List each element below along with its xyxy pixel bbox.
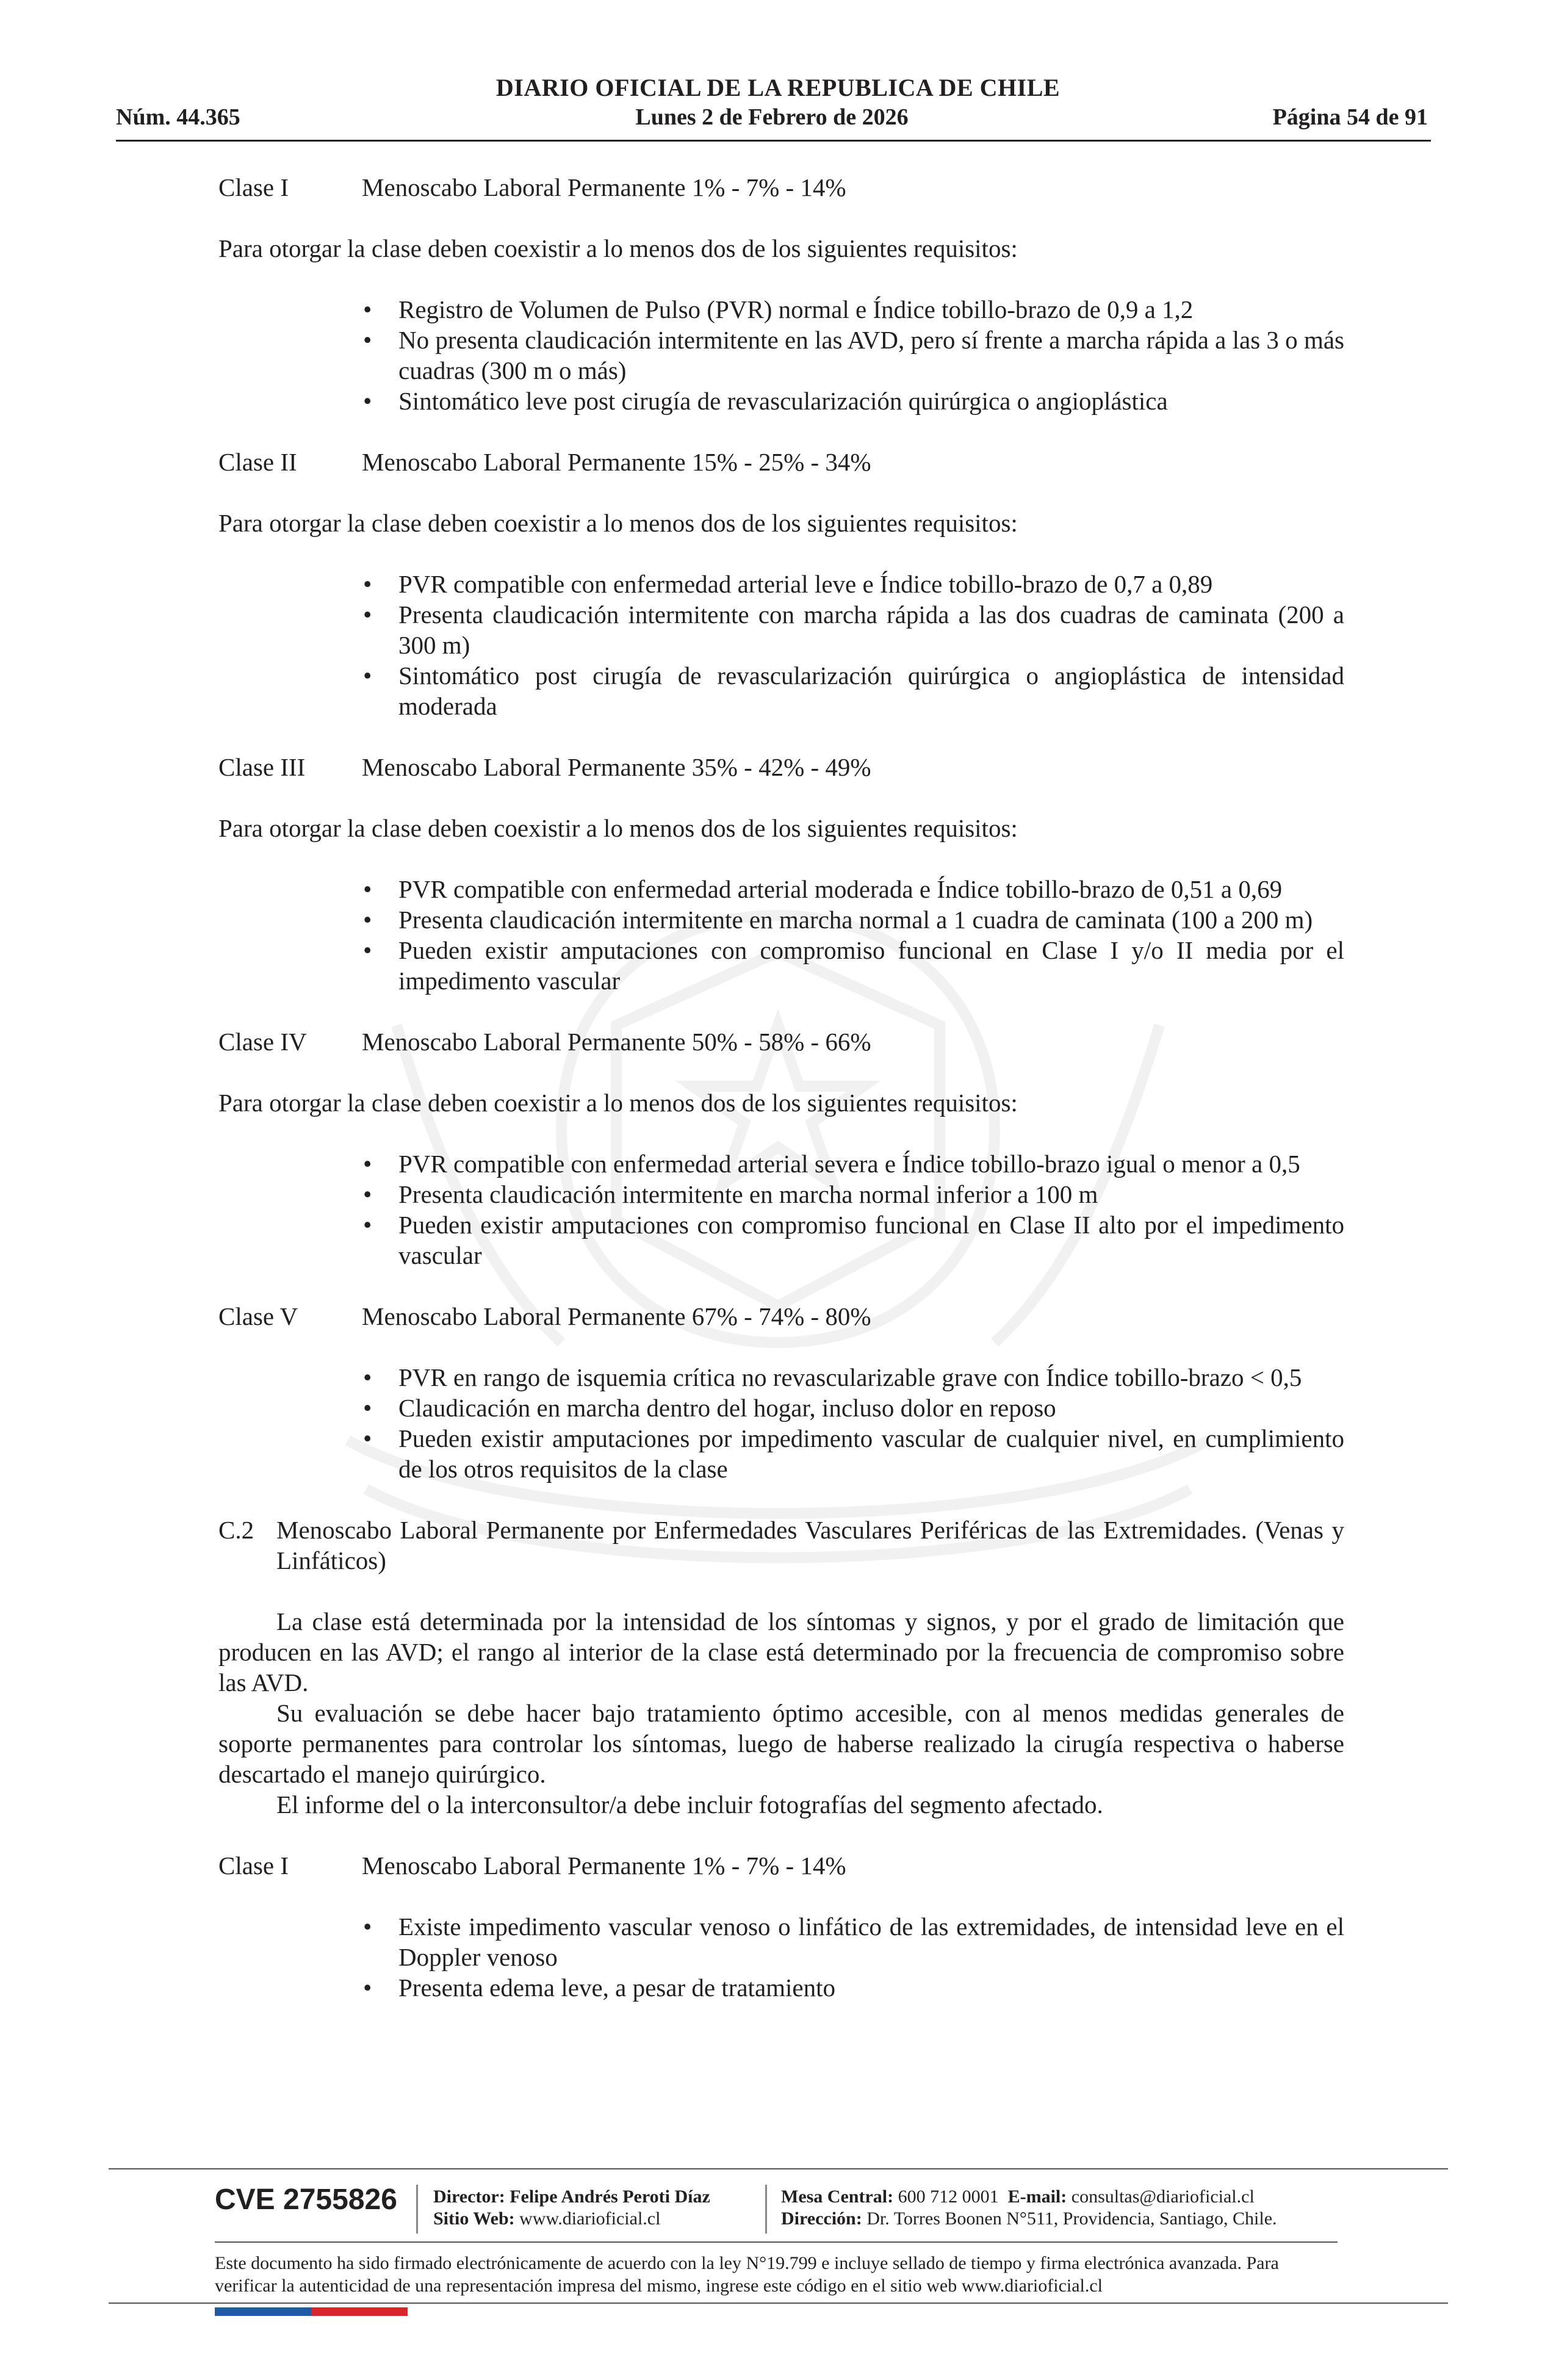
list-item: • Pueden existir amputaciones con compromiso funcional en Clase I y/o II media por el impedimento vascular: [363, 936, 1344, 995]
list-item: • Sintomático leve post cirugía de revascularización quirúrgica o angioplástica: [363, 387, 1168, 415]
class-description: Menoscabo Laboral Permanente 35% - 42% - 49%: [362, 753, 871, 781]
list-item: • No presenta claudicación intermitente en las AVD, pero sí frente a marcha rápida a las 3 o más cuadras (300 m o más): [363, 326, 1344, 384]
bullet-icon: •: [363, 1150, 372, 1178]
bullet-icon: •: [363, 295, 372, 323]
gazette-title: DIARIO OFICIAL DE LA REPUBLICA DE CHILE: [495, 74, 1061, 101]
class-description: Menoscabo Laboral Permanente 15% - 25% - 34%: [362, 448, 871, 476]
bullet-icon: •: [363, 387, 372, 415]
list-item: • Sintomático post cirugía de revascularización quirúrgica o angioplástica de intensidad moderada: [363, 662, 1344, 720]
list-item: • PVR en rango de isquemia crítica no revascularizable grave con Índice tobillo-brazo < 0,5: [363, 1363, 1302, 1391]
footer-contact-block: [781, 2186, 1277, 2230]
requirements-intro: Para otorgar la clase deben coexistir a lo menos dos de los siguientes requisitos:: [218, 234, 1018, 262]
class-label: Clase II: [218, 448, 297, 476]
list-item: • Presenta claudicación intermitente en marcha normal a 1 cuadra de caminata (100 a 200 m): [363, 906, 1313, 934]
section-heading: [218, 1515, 1344, 1576]
class-heading: [218, 1850, 1344, 1881]
class-heading: [218, 1301, 1344, 1332]
list-item: • Registro de Volumen de Pulso (PVR) normal e Índice tobillo-brazo de 0,9 a 1,2: [363, 295, 1194, 323]
bullet-icon: •: [363, 936, 372, 964]
header-row: [116, 104, 1428, 134]
bullet-icon: •: [363, 875, 372, 903]
class-description: Menoscabo Laboral Permanente 67% - 74% - 80%: [362, 1302, 871, 1330]
class-label: Clase I: [218, 1852, 289, 1880]
phone-number: 600 712 0001: [898, 2187, 999, 2207]
bullet-icon: •: [363, 1394, 372, 1422]
class-description: Menoscabo Laboral Permanente 1% - 7% - 14%: [362, 173, 846, 201]
requirements-intro: Para otorgar la clase deben coexistir a lo menos dos de los siguientes requisitos:: [218, 814, 1018, 842]
flag-stripe-red: [311, 2307, 408, 2316]
class-heading: [218, 1026, 1344, 1057]
footer-separator: [765, 2185, 767, 2234]
bullet-icon: •: [363, 1363, 372, 1391]
phone-label: Mesa Central:: [781, 2187, 894, 2207]
bullet-icon: •: [363, 1180, 372, 1208]
cve-code: CVE 2755826: [215, 2183, 397, 2216]
header-divider: [116, 140, 1431, 142]
page-indicator: Página 54 de 91: [1272, 104, 1428, 130]
bullet-icon: •: [363, 662, 372, 690]
requirements-list: [218, 1911, 1344, 2003]
director-label: Director:: [433, 2187, 505, 2207]
class-heading: [218, 752, 1344, 782]
bullet-icon: •: [363, 326, 372, 354]
footer-divider: [109, 2168, 1448, 2169]
bullet-icon: •: [363, 570, 372, 598]
class-description: Menoscabo Laboral Permanente 1% - 7% - 14%: [362, 1852, 846, 1880]
footer-director-block: [433, 2186, 710, 2230]
email-label: E-mail:: [1007, 2187, 1067, 2207]
requirements-intro: Para otorgar la clase deben coexistir a lo menos dos de los siguientes requisitos:: [218, 509, 1018, 537]
list-item: • Pueden existir amputaciones con compromiso funcional en Clase II alto por el impedimento vascular: [363, 1211, 1344, 1269]
list-item: • Presenta claudicación intermitente en marcha normal inferior a 100 m: [363, 1180, 1098, 1208]
footer-separator: [416, 2185, 418, 2234]
requirements-list: [218, 294, 1344, 416]
bullet-icon: •: [363, 906, 372, 934]
website-label: Sitio Web:: [433, 2209, 515, 2229]
list-item: • PVR compatible con enfermedad arterial severa e Índice tobillo-brazo igual o menor a 0,5: [363, 1150, 1300, 1178]
requirements-list: [218, 874, 1344, 996]
requirements-list: [218, 1362, 1344, 1484]
class-label: Clase I: [218, 173, 289, 201]
footer-divider: [215, 2241, 1338, 2243]
class-label: Clase III: [218, 753, 306, 781]
website-link[interactable]: www.diarioficial.cl: [519, 2209, 661, 2229]
paragraph: Su evaluación se debe hacer bajo tratamiento óptimo accesible, con al menos medidas generales de soporte permanentes para controlar los síntomas, luego de haberse realizado la cirugía respectiva o haberse descartado el manejo quirúrgico.: [218, 1699, 1344, 1788]
class-description: Menoscabo Laboral Permanente 50% - 58% - 66%: [362, 1028, 871, 1056]
bullet-icon: •: [363, 1424, 372, 1452]
class-label: Clase IV: [218, 1028, 307, 1056]
document-body: [218, 172, 1344, 2033]
address-value: Dr. Torres Boonen N°511, Providencia, Santiago, Chile.: [866, 2209, 1277, 2229]
section-title: Menoscabo Laboral Permanente por Enfermedades Vasculares Periféricas de las Extremidades. (Venas y Linfáticos): [276, 1516, 1344, 1574]
list-item: • Presenta claudicación intermitente con marcha rápida a las dos cuadras de caminata (200 a 300 m): [363, 600, 1344, 659]
list-item: • PVR compatible con enfermedad arterial moderada e Índice tobillo-brazo de 0,51 a 0,69: [363, 875, 1283, 903]
director-name: Felipe Andrés Peroti Díaz: [510, 2187, 710, 2207]
legal-notice: Este documento ha sido firmado electrónicamente de acuerdo con la ley N°19.799 e incluye sellado de tiempo y firma electrónica avanzada. Para verificar la autenticidad de una representación impresa del mismo, ingrese este código en el sitio web www.diarioficial.cl: [215, 2253, 1279, 2296]
issue-date: Lunes 2 de Febrero de 2026: [635, 104, 909, 130]
requirements-list: [218, 569, 1344, 721]
class-label: Clase V: [218, 1302, 298, 1330]
class-heading: [218, 447, 1344, 477]
list-item: • Presenta edema leve, a pesar de tratamiento: [363, 1974, 836, 2002]
requirements-intro: Para otorgar la clase deben coexistir a lo menos dos de los siguientes requisitos:: [218, 1089, 1018, 1117]
requirements-list: [218, 1149, 1344, 1271]
section-number: C.2: [218, 1516, 254, 1544]
bullet-icon: •: [363, 600, 372, 629]
footer-divider: [109, 2302, 1448, 2304]
paragraph: El informe del o la interconsultor/a debe incluir fotografías del segmento afectado.: [276, 1790, 1103, 1819]
list-item: • Existe impedimento vascular venoso o linfático de las extremidades, de intensidad leve en el Doppler venoso: [363, 1913, 1344, 1971]
flag-stripe-blue: [215, 2307, 311, 2316]
email-link[interactable]: consultas@diarioficial.cl: [1071, 2187, 1255, 2207]
bullet-icon: •: [363, 1913, 372, 1941]
class-heading: [218, 172, 1344, 203]
paragraph: La clase está determinada por la intensidad de los síntomas y signos, y por el grado de limitación que producen en las AVD; el rango al interior de la clase está determinado por la frecuencia de compromiso sobre las AVD.: [218, 1607, 1344, 1697]
list-item: • Pueden existir amputaciones por impedimento vascular de cualquier nivel, en cumplimiento de los otros requisitos de la clase: [363, 1424, 1344, 1483]
list-item: • Claudicación en marcha dentro del hogar, incluso dolor en reposo: [363, 1394, 1056, 1422]
bullet-icon: •: [363, 1974, 372, 2002]
address-label: Dirección:: [781, 2209, 862, 2229]
issue-number: Núm. 44.365: [116, 104, 240, 130]
bullet-icon: •: [363, 1211, 372, 1239]
list-item: • PVR compatible con enfermedad arterial leve e Índice tobillo-brazo de 0,7 a 0,89: [363, 570, 1213, 598]
